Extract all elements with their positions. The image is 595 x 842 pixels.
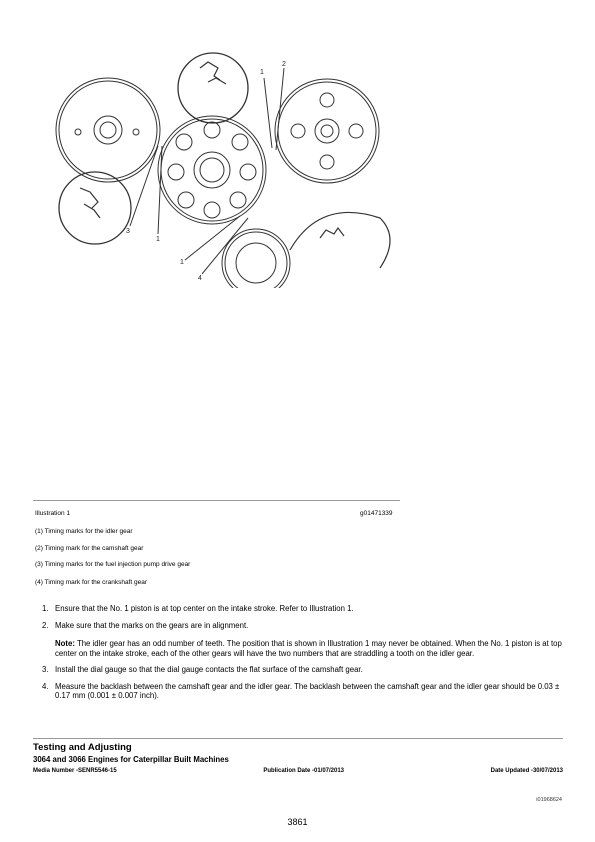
step-4 [33, 682, 563, 701]
callout-number-2: 2 [282, 61, 286, 68]
procedure-steps [33, 604, 563, 701]
illustration-label: Illustration 1 [35, 510, 71, 517]
page-number: 3861 [287, 817, 308, 827]
callout-number-1b: 1 [156, 236, 160, 243]
illustration-divider [33, 500, 400, 501]
callout-3: (3) Timing marks for the fuel injection pump drive gear [35, 561, 191, 568]
step-3 [33, 665, 563, 675]
media-number: Media Number -SENR5546-15 [33, 768, 117, 774]
note-text: The idler gear has an odd number of teeth. The position that is shown in Illustration 1 may never be obtained. When the No. 1 piston is at top center on the intake stroke, each of the other gears will have the two numbers that are straddling a tooth on the idler gear. [55, 639, 562, 658]
step-number: 2. [42, 620, 49, 630]
step-text: Measure the backlash between the camshaft gear and the idler gear. The backlash between the camshaft gear and the idler gear should be 0.03 ± 0.17 mm (0.001 ± 0.007 inch). [55, 681, 560, 700]
step-number: 4. [42, 681, 49, 691]
step-1 [33, 604, 563, 614]
step-number: 3. [42, 665, 49, 674]
publication-date: Publication Date -01/07/2013 [263, 768, 345, 774]
step-text: Ensure that the No. 1 piston is at top center on the intake stroke. Refer to Illustration 1. [55, 604, 354, 613]
footer-title: Testing and Adjusting [33, 742, 132, 753]
note [55, 639, 563, 658]
footer-divider [33, 738, 563, 739]
date-updated: Date Updated -30/07/2013 [490, 768, 563, 774]
step-text: Make sure that the marks on the gears are in alignment. [55, 620, 249, 630]
callout-4: (4) Timing mark for the crankshaft gear [35, 579, 147, 586]
callout-number-1: 1 [260, 69, 264, 76]
callout-2: (2) Timing mark for the camshaft gear [35, 545, 144, 552]
note-label: Note: [55, 639, 75, 648]
step-2 [33, 621, 563, 659]
callout-number-1c: 1 [180, 259, 184, 266]
step-text: Install the dial gauge so that the dial gauge contacts the flat surface of the camshaft gear. [55, 665, 363, 674]
callout-number-4: 4 [198, 275, 202, 282]
gear-train-illustration [40, 38, 400, 288]
illustration-code: g01471339 [360, 510, 393, 517]
document-code: i01968624 [536, 797, 562, 803]
footer-meta [33, 768, 563, 774]
step-number: 1. [42, 604, 49, 613]
callout-number-3: 3 [126, 228, 130, 235]
footer-subtitle: 3064 and 3066 Engines for Caterpillar Built Machines [33, 755, 229, 764]
callout-1: (1) Timing marks for the idler gear [35, 528, 133, 535]
